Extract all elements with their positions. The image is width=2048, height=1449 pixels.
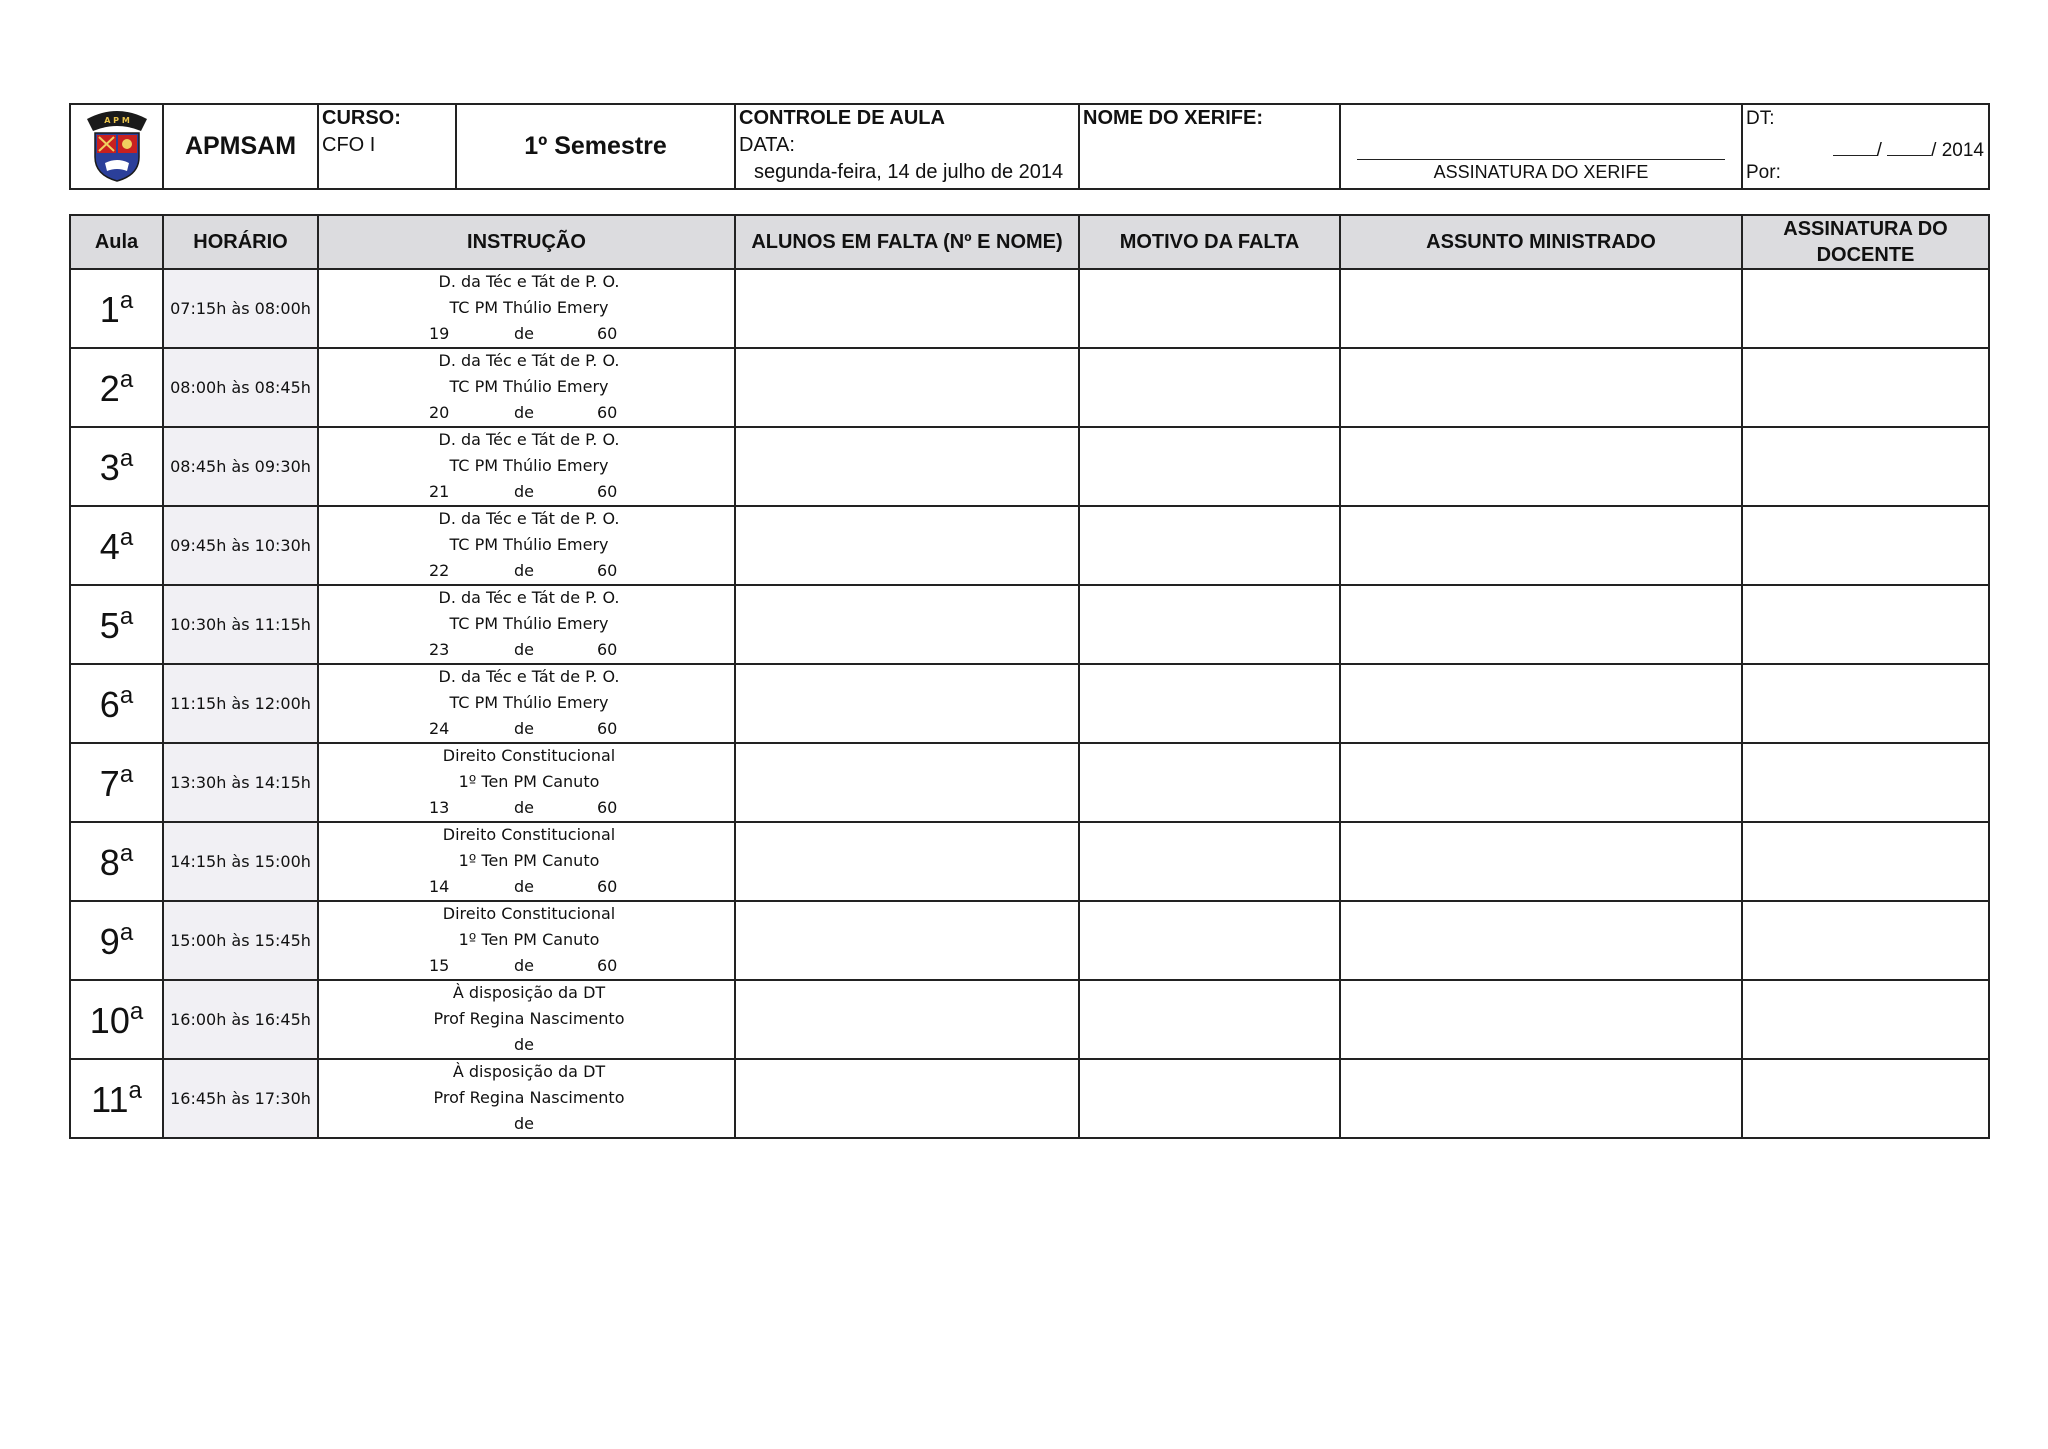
aula-num: 2 <box>99 367 120 409</box>
signature-caption: ASSINATURA DO XERIFE <box>1433 162 1649 182</box>
aula-ordinal: a <box>119 602 134 630</box>
instrucao-de: de <box>514 403 534 422</box>
table-row <box>70 348 1989 427</box>
instrucao-de: de <box>514 640 534 659</box>
aula-num: 8 <box>99 841 120 883</box>
dt-blank-day <box>1833 137 1877 156</box>
instrucao-cell <box>318 901 735 980</box>
motivo-falta-cell[interactable] <box>1079 585 1340 664</box>
alunos-falta-cell[interactable] <box>735 348 1079 427</box>
instrucao-cell <box>318 348 735 427</box>
alunos-falta-cell[interactable] <box>735 901 1079 980</box>
dt-label: DT: <box>1746 108 1775 129</box>
dt-value <box>1833 137 1984 162</box>
motivo-falta-cell[interactable] <box>1079 506 1340 585</box>
table-row <box>70 822 1989 901</box>
instrucao-cell <box>318 427 735 506</box>
curso-label: CURSO: <box>322 107 401 129</box>
col-header-motivo: MOTIVO DA FALTA <box>1079 215 1340 269</box>
aula-ordinal: a <box>119 365 134 393</box>
instrucao-de: de <box>514 1035 534 1054</box>
instrucao-subject: D. da Téc e Tát de P. O. <box>438 430 620 449</box>
aula-number <box>70 822 163 901</box>
table-header-row <box>70 215 1989 269</box>
instrucao-de: de <box>514 798 534 817</box>
instrucao-de: de <box>514 482 534 501</box>
alunos-falta-cell[interactable] <box>735 822 1079 901</box>
alunos-falta-cell[interactable] <box>735 980 1079 1059</box>
xerife-cell <box>1079 104 1340 189</box>
instrucao-subject: D. da Téc e Tát de P. O. <box>438 272 620 291</box>
assinatura-docente-cell[interactable] <box>1742 980 1989 1059</box>
instrucao-cell <box>318 664 735 743</box>
assunto-cell[interactable] <box>1340 664 1742 743</box>
aula-ordinal: a <box>119 444 134 472</box>
alunos-falta-cell[interactable] <box>735 743 1079 822</box>
aula-number <box>70 664 163 743</box>
aula-num: 3 <box>99 446 120 488</box>
aula-ordinal: a <box>119 918 134 946</box>
aula-ordinal: a <box>119 681 134 709</box>
semester: 1º Semestre <box>456 104 735 189</box>
motivo-falta-cell[interactable] <box>1079 743 1340 822</box>
data-value: segunda-feira, 14 de julho de 2014 <box>754 161 1064 183</box>
horario-cell: 11:15h às 12:00h <box>163 664 318 743</box>
aula-number <box>70 1059 163 1138</box>
table-row <box>70 1059 1989 1138</box>
dt-sep-1: / <box>1876 140 1882 161</box>
instrucao-de: de <box>514 956 534 975</box>
instrucao-de: de <box>514 877 534 896</box>
instrucao-count: 15 <box>429 956 450 975</box>
aula-number <box>70 506 163 585</box>
aula-number <box>70 269 163 348</box>
instrucao-cell <box>318 585 735 664</box>
table-row <box>70 743 1989 822</box>
instrucao-count: 23 <box>429 640 450 659</box>
instrucao-instructor: TC PM Thúlio Emery <box>449 535 609 554</box>
curso-cell <box>318 104 456 189</box>
assinatura-docente-cell[interactable] <box>1742 427 1989 506</box>
assinatura-docente-cell[interactable] <box>1742 743 1989 822</box>
instrucao-instructor: 1º Ten PM Canuto <box>458 930 600 949</box>
instrucao-count: 19 <box>429 324 450 343</box>
horario-cell: 14:15h às 15:00h <box>163 822 318 901</box>
instrucao-count: 14 <box>429 877 450 896</box>
motivo-falta-cell[interactable] <box>1079 822 1340 901</box>
instrucao-instructor: Prof Regina Nascimento <box>433 1009 625 1028</box>
motivo-falta-cell[interactable] <box>1079 1059 1340 1138</box>
aula-num: 10 <box>89 999 130 1041</box>
aula-num: 5 <box>99 604 120 646</box>
curso-value: CFO I <box>322 134 376 156</box>
assinatura-docente-cell[interactable] <box>1742 585 1989 664</box>
apm-crest-icon <box>81 105 153 183</box>
assinatura-docente-cell[interactable] <box>1742 1059 1989 1138</box>
table-row <box>70 664 1989 743</box>
alunos-falta-cell[interactable] <box>735 664 1079 743</box>
assunto-cell[interactable] <box>1340 1059 1742 1138</box>
col-header-horario: HORÁRIO <box>163 215 318 269</box>
aula-number <box>70 743 163 822</box>
assunto-cell[interactable] <box>1340 822 1742 901</box>
instrucao-subject: Direito Constitucional <box>442 746 616 765</box>
instrucao-total: 60 <box>597 482 618 501</box>
controle-cell <box>735 104 1079 189</box>
assunto-cell[interactable] <box>1340 427 1742 506</box>
header-table <box>69 103 1990 190</box>
assinatura-docente-cell[interactable] <box>1742 506 1989 585</box>
aula-ordinal: a <box>119 523 134 551</box>
aula-ordinal: a <box>119 286 134 314</box>
xerife-label: NOME DO XERIFE: <box>1083 107 1264 129</box>
instrucao-instructor: TC PM Thúlio Emery <box>449 377 609 396</box>
instrucao-subject: D. da Téc e Tát de P. O. <box>438 351 620 370</box>
alunos-falta-cell[interactable] <box>735 506 1079 585</box>
instrucao-count: 13 <box>429 798 450 817</box>
horario-cell: 15:00h às 15:45h <box>163 901 318 980</box>
instrucao-total: 60 <box>597 324 618 343</box>
col-header-assunto: ASSUNTO MINISTRADO <box>1340 215 1742 269</box>
assunto-cell[interactable] <box>1340 901 1742 980</box>
instrucao-instructor: TC PM Thúlio Emery <box>449 298 609 317</box>
instrucao-instructor: TC PM Thúlio Emery <box>449 693 609 712</box>
aula-ordinal: a <box>119 760 134 788</box>
instrucao-instructor: Prof Regina Nascimento <box>433 1088 625 1107</box>
assinatura-docente-cell[interactable] <box>1742 269 1989 348</box>
motivo-falta-cell[interactable] <box>1079 348 1340 427</box>
instrucao-subject: Direito Constitucional <box>442 825 616 844</box>
alunos-falta-cell[interactable] <box>735 269 1079 348</box>
instrucao-de: de <box>514 719 534 738</box>
horario-cell: 16:45h às 17:30h <box>163 1059 318 1138</box>
instrucao-count: 21 <box>429 482 450 501</box>
instrucao-de: de <box>514 324 534 343</box>
instrucao-subject: D. da Téc e Tát de P. O. <box>438 667 620 686</box>
col-header-alunos: ALUNOS EM FALTA (Nº E NOME) <box>735 215 1079 269</box>
aula-num: 6 <box>99 683 120 725</box>
table-row <box>70 427 1989 506</box>
horario-cell: 10:30h às 11:15h <box>163 585 318 664</box>
instrucao-de: de <box>514 561 534 580</box>
instrucao-subject: À disposição da DT <box>452 1062 606 1081</box>
org-name: APMSAM <box>163 104 318 189</box>
motivo-falta-cell[interactable] <box>1079 269 1340 348</box>
instrucao-instructor: 1º Ten PM Canuto <box>458 772 600 791</box>
motivo-falta-cell[interactable] <box>1079 664 1340 743</box>
instrucao-de: de <box>514 1114 534 1133</box>
aula-number <box>70 427 163 506</box>
aula-number <box>70 348 163 427</box>
motivo-falta-cell[interactable] <box>1079 901 1340 980</box>
aulas-table <box>69 214 1990 1139</box>
dt-cell <box>1742 104 1989 189</box>
signature-line <box>1357 159 1725 160</box>
assunto-cell[interactable] <box>1340 269 1742 348</box>
assunto-cell[interactable] <box>1340 506 1742 585</box>
aula-ordinal: a <box>128 1076 142 1104</box>
aula-number <box>70 585 163 664</box>
controle-label: CONTROLE DE AULA <box>739 107 945 129</box>
instrucao-count: 24 <box>429 719 450 738</box>
instrucao-instructor: TC PM Thúlio Emery <box>449 456 609 475</box>
instrucao-instructor: 1º Ten PM Canuto <box>458 851 600 870</box>
data-label: DATA: <box>739 134 795 156</box>
assunto-cell[interactable] <box>1340 348 1742 427</box>
aula-num: 7 <box>99 762 120 804</box>
aula-num: 11 <box>91 1078 129 1120</box>
instrucao-total: 60 <box>597 561 618 580</box>
table-row <box>70 980 1989 1059</box>
assunto-cell[interactable] <box>1340 980 1742 1059</box>
table-row <box>70 901 1989 980</box>
col-header-aula: Aula <box>70 215 163 269</box>
aula-number <box>70 901 163 980</box>
xerife-signature-cell <box>1340 104 1742 189</box>
logo-cell <box>70 104 163 189</box>
instrucao-cell <box>318 1059 735 1138</box>
instrucao-total: 60 <box>597 719 618 738</box>
instrucao-count: 22 <box>429 561 450 580</box>
instrucao-subject: D. da Téc e Tát de P. O. <box>438 588 620 607</box>
horario-cell: 13:30h às 14:15h <box>163 743 318 822</box>
horario-cell: 07:15h às 08:00h <box>163 269 318 348</box>
alunos-falta-cell[interactable] <box>735 585 1079 664</box>
instrucao-cell <box>318 980 735 1059</box>
horario-cell: 16:00h às 16:45h <box>163 980 318 1059</box>
instrucao-total: 60 <box>597 798 618 817</box>
dt-blank-month <box>1887 137 1931 156</box>
motivo-falta-cell[interactable] <box>1079 980 1340 1059</box>
assinatura-docente-cell[interactable] <box>1742 664 1989 743</box>
assunto-cell[interactable] <box>1340 743 1742 822</box>
aula-num: 1 <box>99 288 120 330</box>
instrucao-instructor: TC PM Thúlio Emery <box>449 614 609 633</box>
instrucao-total: 60 <box>597 403 618 422</box>
instrucao-cell <box>318 743 735 822</box>
assinatura-docente-cell[interactable] <box>1742 901 1989 980</box>
assunto-cell[interactable] <box>1340 585 1742 664</box>
instrucao-cell <box>318 822 735 901</box>
instrucao-subject: À disposição da DT <box>452 983 606 1002</box>
aula-ordinal: a <box>129 997 144 1025</box>
alunos-falta-cell[interactable] <box>735 427 1079 506</box>
motivo-falta-cell[interactable] <box>1079 427 1340 506</box>
aula-num: 4 <box>99 525 120 567</box>
instrucao-cell <box>318 269 735 348</box>
instrucao-total: 60 <box>597 956 618 975</box>
aula-ordinal: a <box>119 839 134 867</box>
aula-number <box>70 980 163 1059</box>
horario-cell: 09:45h às 10:30h <box>163 506 318 585</box>
assinatura-docente-cell[interactable] <box>1742 822 1989 901</box>
svg-text:A P M: A P M <box>103 116 130 125</box>
por-label: Por: <box>1746 162 1781 183</box>
col-header-assinatura: ASSINATURA DO DOCENTE <box>1742 215 1989 269</box>
instrucao-subject: D. da Téc e Tát de P. O. <box>438 509 620 528</box>
instrucao-subject: Direito Constitucional <box>442 904 616 923</box>
assinatura-docente-cell[interactable] <box>1742 348 1989 427</box>
col-header-instrucao: INSTRUÇÃO <box>318 215 735 269</box>
instrucao-cell <box>318 506 735 585</box>
horario-cell: 08:45h às 09:30h <box>163 427 318 506</box>
dt-sep-2: / 2014 <box>1931 140 1984 161</box>
aula-num: 9 <box>99 920 120 962</box>
alunos-falta-cell[interactable] <box>735 1059 1079 1138</box>
instrucao-total: 60 <box>597 640 618 659</box>
horario-cell: 08:00h às 08:45h <box>163 348 318 427</box>
table-row <box>70 585 1989 664</box>
table-row <box>70 506 1989 585</box>
table-row <box>70 269 1989 348</box>
instrucao-total: 60 <box>597 877 618 896</box>
instrucao-count: 20 <box>429 403 450 422</box>
